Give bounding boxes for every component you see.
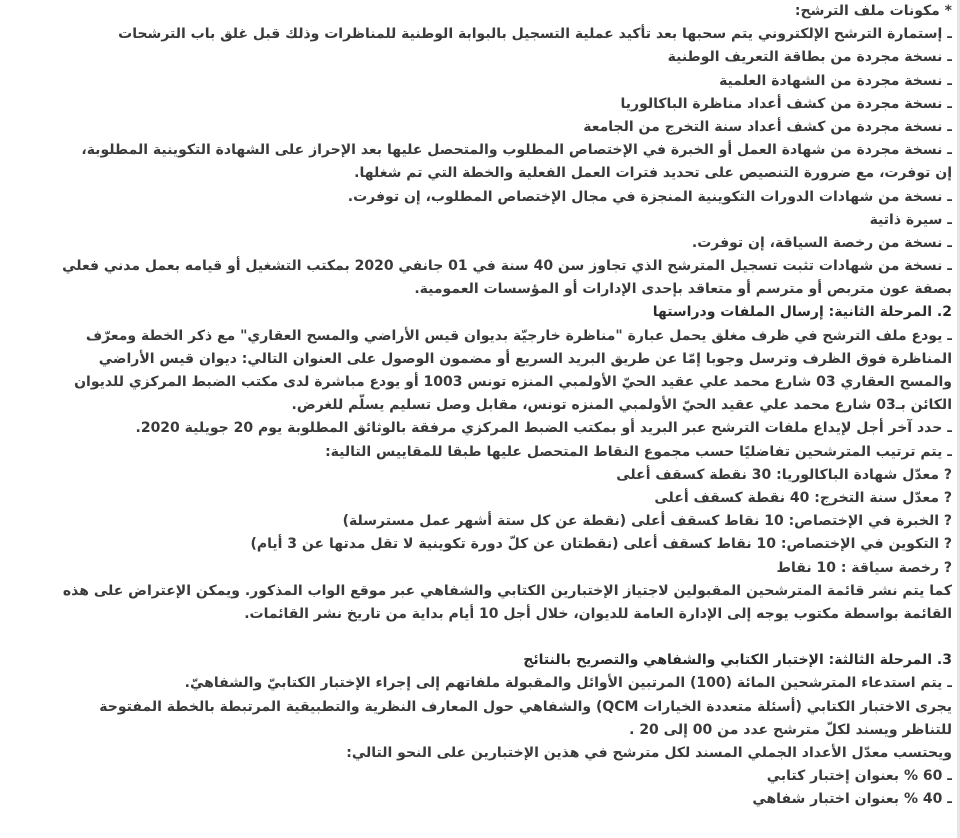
doc-line: ـ نسخة مجردة من شهادة العمل أو الخبرة في الإختصاص المطلوب والمتحصل عليها بعد الإحراز على الشهادة التكوينية المطلوبة، bbox=[81, 142, 952, 159]
doc-line: كما يتم نشر قائمة المترشحين المقبولين لاجتياز الإختبارين الكتابي والشفاهي عبر موقع الواب المذكور. ويمكن الإعتراض على هذه bbox=[62, 582, 952, 599]
doc-line: المناظرة فوق الظرف وترسل وجوبا إمّا عن طريق البريد السريع أو مضمون الوصول على العنوان التالي: ديوان قيس الأراضي bbox=[98, 350, 952, 367]
doc-line: ـ نسخة مجردة من كشف أعداد مناظرة الباكالوريا bbox=[620, 95, 952, 112]
doc-line: ـ نسخة مجردة من بطاقة التعريف الوطنية bbox=[667, 49, 952, 66]
doc-line: ـ يودع ملف الترشح في ظرف مغلق يحمل عبارة "مناظرة خارجيّة بديوان قيس الأراضي والمسح العقاري" مع ذكر الخطة ومعرّف bbox=[85, 327, 952, 344]
doc-line: ـ 60 % بعنوان إختبار كتابي bbox=[766, 768, 952, 785]
doc-line: ـ نسخة مجردة من كشف أعداد سنة التخرج من الجامعة bbox=[583, 118, 952, 135]
criteria-item: ? معدّل شهادة الباكالوريا: 30 نقطة كسقف أعلى bbox=[616, 466, 952, 483]
criteria-item: ? التكوين في الإختصاص: 10 نقاط كسقف أعلى (نقطتان عن كلّ دورة تكوينية لا تقل مدتها عن 3 أيام) bbox=[250, 536, 952, 553]
doc-line: القائمة بواسطة مكتوب يوجه إلى الإدارة العامة للديوان، خلال أجل 10 أيام بداية من تاريخ نشر القائمات. bbox=[244, 605, 952, 622]
doc-line: بصفة عون متربص أو مترسم أو متعاقد بإحدى الإدارات أو المؤسسات العمومية. bbox=[414, 281, 952, 298]
doc-line: ـ سيرة ذاتية bbox=[869, 211, 952, 228]
doc-line: للتناظر ويسند لكلّ مترشح عدد من 00 إلى 20 . bbox=[629, 721, 952, 738]
criteria-item: ? معدّل سنة التخرج: 40 نقطة كسقف أعلى bbox=[654, 489, 952, 506]
doc-line: ـ نسخة من رخصة السياقة، إن توفرت. bbox=[691, 234, 952, 251]
doc-line: * مكونات ملف الترشح: bbox=[794, 3, 952, 19]
doc-line: الكائن بـ03 شارع محمد علي عقيد الحيّ الأولمبي المنزه تونس، مقابل وصل تسليم يسلّم للغرض. bbox=[291, 397, 952, 414]
doc-line: ويحتسب معدّل الأعداد الجملي المسند لكل مترشح في هذين الإختبارين على النحو التالي: bbox=[346, 745, 952, 761]
doc-line: ـ يتم ترتيب المترشحين تفاضليًا حسب مجموع النقاط المتحصل عليها طبقا للمقاييس التالية: bbox=[325, 443, 952, 460]
doc-line: ـ إستمارة الترشح الإلكتروني يتم سحبها بعد تأكيد عملية التسجيل بالبوابة الوطنية للمناظرات وذلك قبل غلق باب الترشحات bbox=[118, 26, 952, 43]
doc-line: ـ نسخة من شهادات تثبت تسجيل المترشح الذي تجاوز سن 40 سنة في 01 جانفي 2020 بمكتب التشغيل أو قيامه بعمل مدني فعلي bbox=[62, 258, 952, 275]
doc-line: ـ 40 % بعنوان اختبار شفاهي bbox=[752, 791, 952, 808]
doc-line: إن توفرت، مع ضرورة التنصيص على تحديد فترات العمل الفعلية والخطة التي تم شغلها. bbox=[354, 165, 952, 182]
doc-line: ـ حدد آخر أجل لإيداع ملفات الترشح عبر البريد أو بمكتب الضبط المركزي مرفقة بالوثائق المطلوبة يوم 20 جويلية 2020. bbox=[135, 420, 952, 437]
doc-line: يجرى الاختبار الكتابي (أسئلة متعددة الخيارات QCM) والشفاهي حول المعارف النظرية والتطبيقية المرتبطة بالخطة المفتوحة bbox=[99, 698, 952, 715]
doc-line: ـ نسخة مجردة من الشهادة العلمية bbox=[719, 72, 952, 89]
doc-line: والمسح العقاري 03 شارع محمد علي عقيد الحيّ الأولمبي المنزه تونس 1003 أو يودع مباشرة لدى مكتب الضبط المركزي للديوان bbox=[74, 374, 952, 390]
section-heading-2: 2. المرحلة الثانية: إرسال الملفات ودراستها bbox=[652, 304, 952, 321]
criteria-item: ? رخصة سياقة : 10 نقاط bbox=[776, 559, 952, 576]
criteria-item: ? الخبرة في الإختصاص: 10 نقاط كسقف أعلى (نقطة عن كل ستة أشهر عمل مسترسلة) bbox=[342, 513, 952, 530]
section-heading-3: 3. المرحلة الثالثة: الإختبار الكتابي والشفاهي والتصريح بالنتائج bbox=[523, 652, 952, 669]
doc-line: ـ يتم استدعاء المترشحين المائة (100) المرتبين الأوائل والمقبولة ملفاتهم إلى إجراء الإختبار الكتابيّ والشفاهيّ. bbox=[184, 675, 952, 692]
doc-line: ـ نسخة من شهادات الدورات التكوينية المنجزة في مجال الإختصاص المطلوب، إن توفرت. bbox=[347, 188, 952, 205]
blank-line bbox=[8, 626, 952, 649]
